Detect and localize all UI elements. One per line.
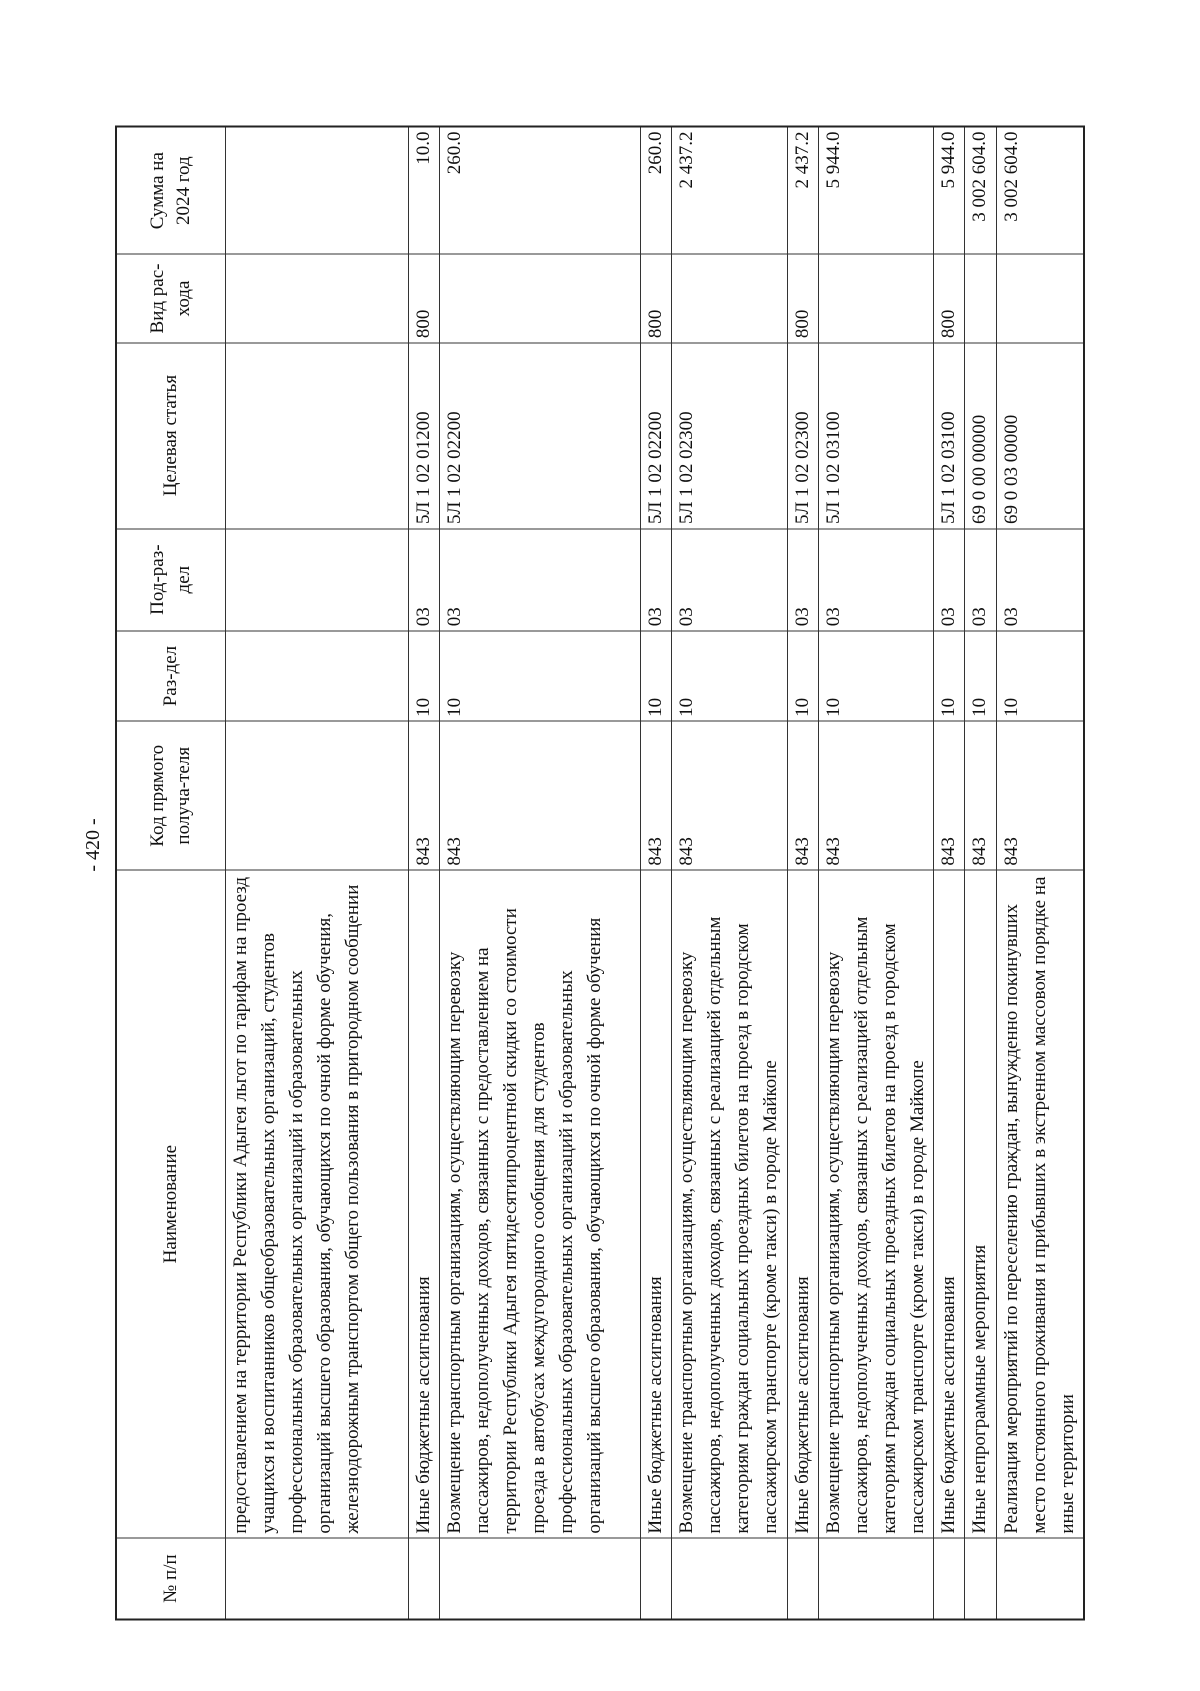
cell-amount — [226, 127, 409, 255]
cell-section: 10 — [818, 631, 934, 722]
cell-amount: 5 944.0 — [818, 127, 934, 255]
cell-section: 10 — [408, 631, 439, 722]
cell-subsection: 03 — [672, 529, 788, 631]
cell-receiver-code: 843 — [439, 721, 640, 870]
cell-receiver-code: 843 — [640, 721, 671, 870]
cell-subsection: 03 — [408, 529, 439, 631]
cell-subsection: 03 — [439, 529, 640, 631]
cell-name: Возмещение транспортным организациям, осуществляющим перевозку пассажиров, недополученных доходов, связанных с реализацией отдельным категориям граждан социальных проездных билетов на проезд в городском пассажирском транспорте (кроме такси) в городе Майкопе — [672, 870, 788, 1538]
table-row — [787, 127, 818, 1620]
table-header-row — [116, 127, 226, 1620]
table-row — [439, 127, 640, 1620]
cell-section: 10 — [672, 631, 788, 722]
cell-subsection: 03 — [787, 529, 818, 631]
cell-amount: 260.0 — [439, 127, 640, 255]
cell-target-article: 5Л 1 02 02300 — [672, 343, 788, 529]
cell-receiver-code: 843 — [672, 721, 788, 870]
cell-subsection: 03 — [818, 529, 934, 631]
cell-section: 10 — [934, 631, 965, 722]
cell-name: Возмещение транспортным организациям, осуществляющим перевозку пассажиров, недополученных доходов, связанных с предоставлением на территории Республики Адыгея пятидесятипроцентной скидки со стоимости проезда в автобусах междугородного сообщения для студентов профессиональных образовательных организаций и образовательных организаций высшего образования, обучающихся по очной форме обучения — [439, 870, 640, 1538]
cell-amount: 5 944.0 — [934, 127, 965, 255]
cell-num — [787, 1538, 818, 1619]
cell-expense-type: 800 — [408, 254, 439, 342]
cell-receiver-code — [226, 721, 409, 870]
cell-section: 10 — [640, 631, 671, 722]
page-number: - 420 - — [82, 818, 104, 872]
cell-expense-type: 800 — [787, 254, 818, 342]
cell-section: 10 — [439, 631, 640, 722]
cell-expense-type — [965, 254, 996, 342]
cell-amount: 3 002 604.0 — [965, 127, 996, 255]
cell-amount: 2 437.2 — [672, 127, 788, 255]
cell-section: 10 — [787, 631, 818, 722]
cell-section: 10 — [965, 631, 996, 722]
header-name: Наименование — [116, 870, 226, 1538]
cell-amount: 260.0 — [640, 127, 671, 255]
cell-num — [672, 1538, 788, 1619]
cell-amount: 3 002 604.0 — [996, 127, 1084, 255]
cell-target-article: 5Л 1 02 03100 — [934, 343, 965, 529]
header-num: № п/п — [116, 1538, 226, 1619]
cell-num — [965, 1538, 996, 1619]
table-row — [672, 127, 788, 1620]
header-subsection: Под-раз-дел — [116, 529, 226, 631]
header-receiver-code: Код прямого получа-теля — [116, 721, 226, 870]
cell-num — [934, 1538, 965, 1619]
cell-subsection: 03 — [965, 529, 996, 631]
budget-table-sheet — [115, 126, 1085, 1621]
header-amount: Сумма на 2024 год — [116, 127, 226, 255]
cell-num — [439, 1538, 640, 1619]
cell-target-article: 69 0 03 00000 — [996, 343, 1084, 529]
cell-name: Иные бюджетные ассигнования — [408, 870, 439, 1538]
cell-target-article: 5Л 1 02 02200 — [439, 343, 640, 529]
cell-target-article: 5Л 1 02 01200 — [408, 343, 439, 529]
cell-expense-type: 800 — [640, 254, 671, 342]
cell-amount: 2 437.2 — [787, 127, 818, 255]
header-target-article: Целевая статья — [116, 343, 226, 529]
cell-receiver-code: 843 — [818, 721, 934, 870]
cell-name: предоставлением на территории Республики Адыгея льгот по тарифам на проезд учащихся и воспитанников общеобразовательных организаций, студентов профессиональных образовательных организаций и образовательных организаций высшего образования, обучающихся по очной форме обучения, железнодорожным транспортом общего пользования в пригородном сообщении — [226, 870, 409, 1538]
header-section: Раз-дел — [116, 631, 226, 722]
cell-receiver-code: 843 — [408, 721, 439, 870]
cell-expense-type — [439, 254, 640, 342]
cell-subsection: 03 — [640, 529, 671, 631]
cell-num — [226, 1538, 409, 1619]
cell-expense-type: 800 — [934, 254, 965, 342]
header-expense-type: Вид рас-хода — [116, 254, 226, 342]
cell-name: Иные непрограммные мероприятия — [965, 870, 996, 1538]
cell-expense-type — [672, 254, 788, 342]
cell-name: Иные бюджетные ассигнования — [787, 870, 818, 1538]
table-row — [226, 127, 409, 1620]
cell-subsection: 03 — [934, 529, 965, 631]
cell-name: Иные бюджетные ассигнования — [934, 870, 965, 1538]
cell-name: Иные бюджетные ассигнования — [640, 870, 671, 1538]
cell-num — [996, 1538, 1084, 1619]
cell-target-article: 5Л 1 02 03100 — [818, 343, 934, 529]
cell-section — [226, 631, 409, 722]
cell-target-article: 5Л 1 02 02300 — [787, 343, 818, 529]
cell-receiver-code: 843 — [934, 721, 965, 870]
cell-num — [818, 1538, 934, 1619]
table-row — [996, 127, 1084, 1620]
cell-target-article: 69 0 00 00000 — [965, 343, 996, 529]
table-row — [408, 127, 439, 1620]
cell-target-article — [226, 343, 409, 529]
cell-receiver-code: 843 — [787, 721, 818, 870]
table-row — [640, 127, 671, 1620]
cell-expense-type — [818, 254, 934, 342]
budget-table — [115, 126, 1085, 1621]
table-row — [965, 127, 996, 1620]
cell-num — [640, 1538, 671, 1619]
cell-amount: 10.0 — [408, 127, 439, 255]
cell-target-article: 5Л 1 02 02200 — [640, 343, 671, 529]
cell-expense-type — [226, 254, 409, 342]
cell-num — [408, 1538, 439, 1619]
cell-receiver-code: 843 — [965, 721, 996, 870]
cell-section: 10 — [996, 631, 1084, 722]
table-row — [934, 127, 965, 1620]
cell-subsection: 03 — [996, 529, 1084, 631]
cell-receiver-code: 843 — [996, 721, 1084, 870]
cell-expense-type — [996, 254, 1084, 342]
table-row — [818, 127, 934, 1620]
cell-name: Реализация мероприятий по переселению граждан, вынужденно покинувших место постоянного проживания и прибывших в экстренном массовом порядке на иные территории — [996, 870, 1084, 1538]
cell-subsection — [226, 529, 409, 631]
cell-name: Возмещение транспортным организациям, осуществляющим перевозку пассажиров, недополученных доходов, связанных с реализацией отдельным категориям граждан социальных проездных билетов на проезд в городском пассажирском транспорте (кроме такси) в городе Майкопе — [818, 870, 934, 1538]
